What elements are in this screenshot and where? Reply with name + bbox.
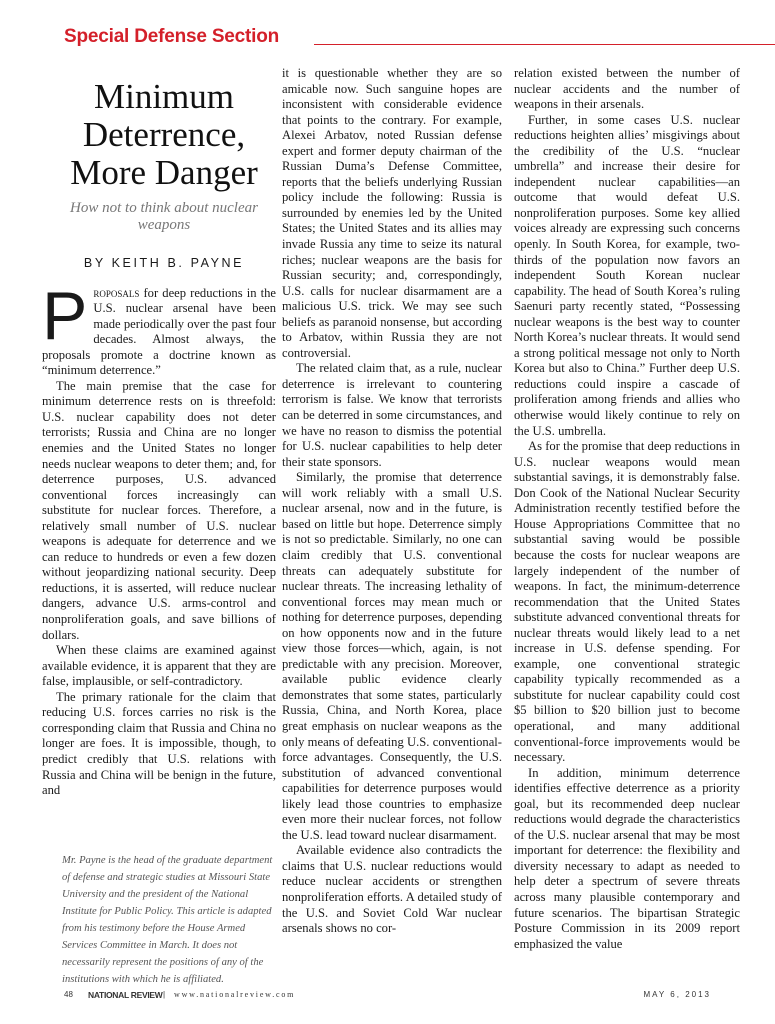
paragraph: The primary rationale for the claim that reducing U.S. forces carries no risk is the corresponding claim that Russia and China no longer are foes. It is impossible, though, to predict credibly that U.S. relations with Russia and China will be benign in the future, and (42, 689, 276, 798)
paragraph: As for the promise that deep reductions in U.S. nuclear weapons would mean substantial savings, it is demonstrably false. Don Cook of the National Nuclear Security Administration recently testified before the House Appropriations Committee that no substantial saving would be possible because the costs for nuclear weapons are largely independent of the number of weapons. In fact, the minimum-deterrence recommendation that the United States substitute advanced conventional threats for nuclear threats would likely lead to a net increase in U.S. defense spending. For example, one conventional strategic capability typically recommended as a substitute for nuclear capability could cost $5 billion to $20 billion just to become operational, and many additional conventional-force improvements would be necessary. (514, 439, 740, 765)
drop-cap: P (42, 277, 88, 354)
magazine-name: NATIONAL REVIEW (88, 990, 163, 1000)
lead-paragraph (42, 277, 276, 379)
page-number: 48 (64, 990, 73, 999)
column-1 (42, 72, 276, 799)
paragraph: Available evidence also contradicts the claims that U.S. nuclear reductions would reduce nuclear accidents or strengthen nonproliferation efforts. A detailed study of the U.S. and Soviet Cold War nuclear arsenals shows no cor- (282, 843, 502, 936)
paragraph: it is questionable whether they are so amicable now. Such sanguine hopes are inconsistent with considerable evidence that points to the contrary. For example, Alexei Arbatov, noted Russian defense expert and former deputy chairman of the Russian Duma’s Defense Committee, reports that the beliefs underlying Russian policy include the following: Russia is surrounded by enemies led by the United States; the United States and its allies may invade Russia any time to seize its natural riches; nuclear weapons are the basis for Russian security; and, correspondingly, U.S. calls for nuclear disarmament are a malicious U.S. trick. We may see such beliefs as paranoid nonsense, but according to Arbatov, within Russia they are not controversial. (282, 66, 502, 360)
paragraph: Further, in some cases U.S. nuclear reductions heighten allies’ misgivings about the credibility of the U.S. “nuclear umbrella” and increase their desire for independent nuclear capabilities—an outcome that would defeat U.S. nonproliferation purposes. Some key allied voices already are expressing such concerns openly. In South Korea, for example, two-thirds of the population now favors an independent South Korean nuclear capability. The head of South Korea’s ruling Saenuri party recently stated, “Possessing nuclear weapons is the best way to counter North Korea’s nuclear threats. It would send a strong political message not only to North Korea but also to China.” Further deep U.S. reductions could inspire a cascade of proliferation among friends and allies who otherwise would likely continue to rely on the U.S. umbrella. (514, 112, 740, 438)
column-3 (514, 66, 740, 952)
section-rule (314, 44, 775, 45)
byline: BY KEITH B. PAYNE (83, 256, 245, 270)
lead-smallcaps: roposals (93, 285, 140, 300)
paragraph: The main premise that the case for minimum deterrence rests on is threefold: U.S. nuclear capability does not deter terrorists; Russia and China are no longer enemies and the United States no longer needs nuclear weapons to deter them; and, for deterrence purposes, U.S. advanced conventional forces increasingly can substitute for nuclear forces. Therefore, a relatively small number of U.S. nuclear weapons is adequate for deterrence and we can reduce to hundreds or even a few dozen without jeopardizing national security. Deep reductions, it is asserted, will reduce nuclear dangers, advance U.S. arms-control and nonproliferation goals, and save billions of dollars. (42, 378, 276, 642)
paragraph: Similarly, the promise that deterrence will work reliably with a small U.S. nuclear arsenal, now and in the future, is based on little but hope. Deterrence simply is not so predictable. Similarly, no one can claim credibly that U.S. conventional threats can adequately substitute for nuclear threats. The increasing lethality of conventional forces may mean much or nothing for deterrence purposes, depending on how opponents now and in the future view those forces—which, again, is not predictable with any precision. Moreover, available public evidence clearly demonstrates that some states, particularly Russia, China, and North Korea, place great emphasis on nuclear weapons as the only means of defeating U.S. conventional-force advantages. Consequently, the U.S. substitution of advanced conventional capabilities for deterrence purposes would likely lead those countries to emphasize even more their nuclear forces, not follow the U.S. lead toward nuclear disarmament. (282, 470, 502, 842)
issue-date: MAY 6, 2013 (643, 990, 711, 999)
website-url: www.nationalreview.com (174, 990, 296, 999)
column-2 (282, 66, 502, 937)
article-subtitle: How not to think about nuclear weapons (70, 200, 258, 233)
paragraph: In addition, minimum deterrence identifies effective deterrence as a priority goal, but its recommended deep nuclear reductions would degrade the characteristics of the U.S. nuclear arsenal that may be most important for deterrence: the flexibility and diversity necessary to adapt as needed to help deter a spectrum of severe threats across many plausible contemporary and future scenarios. The bipartisan Strategic Posture Commission in its 2009 report emphasized the value (514, 765, 740, 951)
paragraph: The related claim that, as a rule, nuclear deterrence is irrelevant to countering terrorism is false. We know that terrorists can be deterred in some circumstances, and we have no reason to dismiss the potential for U.S. nuclear capabilities to help deter their state sponsors. (282, 361, 502, 469)
section-heading: Special Defense Section (64, 26, 280, 47)
footer-separator: | (163, 990, 166, 999)
paragraph-text: for deep reductions in the U.S. nuclear arsenal have been made periodically over the past four decades. Almost always, the proposals promote a doctrine known as “minimum deterrence.” (42, 285, 276, 378)
paragraph: When these claims are examined against available evidence, it is apparent that they are false, implausible, or self-contradictory. (42, 643, 276, 689)
author-bio: Mr. Payne is the head of the graduate department of defense and strategic studies at Missouri State University and the president of the National Institute for Public Policy. This article is adapted from his testimony before the House Armed Services Committee in March. It does not necessarily represent the positions of any of the institutions with which he is affiliated. (62, 855, 273, 985)
article-title: Minimum Deterrence, More Danger (70, 77, 258, 192)
paragraph: relation existed between the number of nuclear accidents and the number of weapons in their arsenals. (514, 66, 740, 112)
